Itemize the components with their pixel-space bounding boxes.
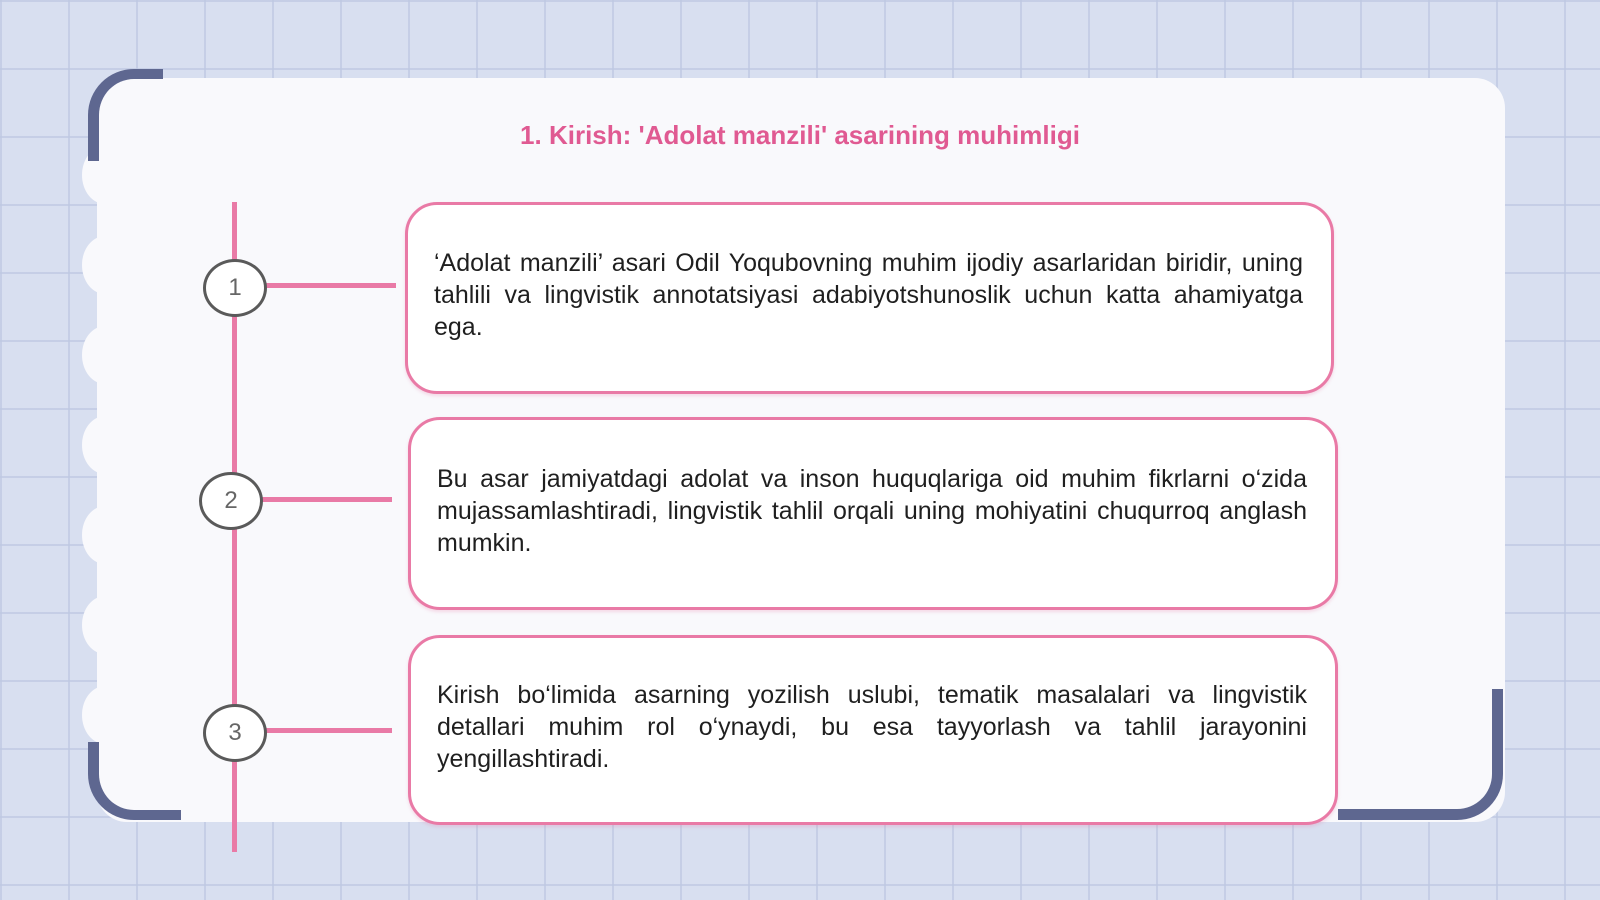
- step-description: ‘Adolat manzili’ asari Odil Yoqubovning muhim ijodiy asarlaridan biridir, uning tahlili va lingvistik annotatsiyasi adabiyotshunoslik uchun katta ahamiyatga ega.: [434, 249, 1303, 341]
- timeline-connector: [262, 497, 392, 502]
- slide-title: 1. Kirish: 'Adolat manzili' asarining muhimligi: [520, 120, 1080, 150]
- card-edge-scallop: [82, 236, 128, 294]
- card-edge-scallop: [82, 506, 128, 564]
- step-number-circle: 1: [203, 259, 267, 317]
- step-number-circle: 3: [203, 704, 267, 762]
- step-card: [408, 417, 1338, 610]
- step-number-circle: 2: [199, 472, 263, 530]
- card-edge-scallop: [82, 686, 128, 744]
- frame-corner-bottom-right: [1338, 689, 1503, 820]
- step-description: Bu asar jamiyatdagi adolat va inson huquqlariga oid muhim fikrlarni o‘zida mujassamlashtiradi, lingvistik tahlil orqali uning mohiyatini chuqurroq anglash mumkin.: [437, 464, 1307, 557]
- frame-corner-top-left: [88, 69, 163, 161]
- card-edge-scallop: [82, 326, 128, 384]
- timeline-connector: [266, 283, 396, 288]
- step-card: [408, 635, 1338, 825]
- step-card: [405, 202, 1334, 394]
- card-edge-scallop: [82, 416, 128, 474]
- card-edge-scallop: [82, 596, 128, 654]
- step-description: Kirish bo‘limida asarning yozilish uslubi, tematik masalalari va lingvistik detallari muhim rol o‘ynaydi, bu esa tayyorlash va tahlil jarayonini yengillashtiradi.: [437, 681, 1307, 773]
- timeline-connector: [266, 728, 392, 733]
